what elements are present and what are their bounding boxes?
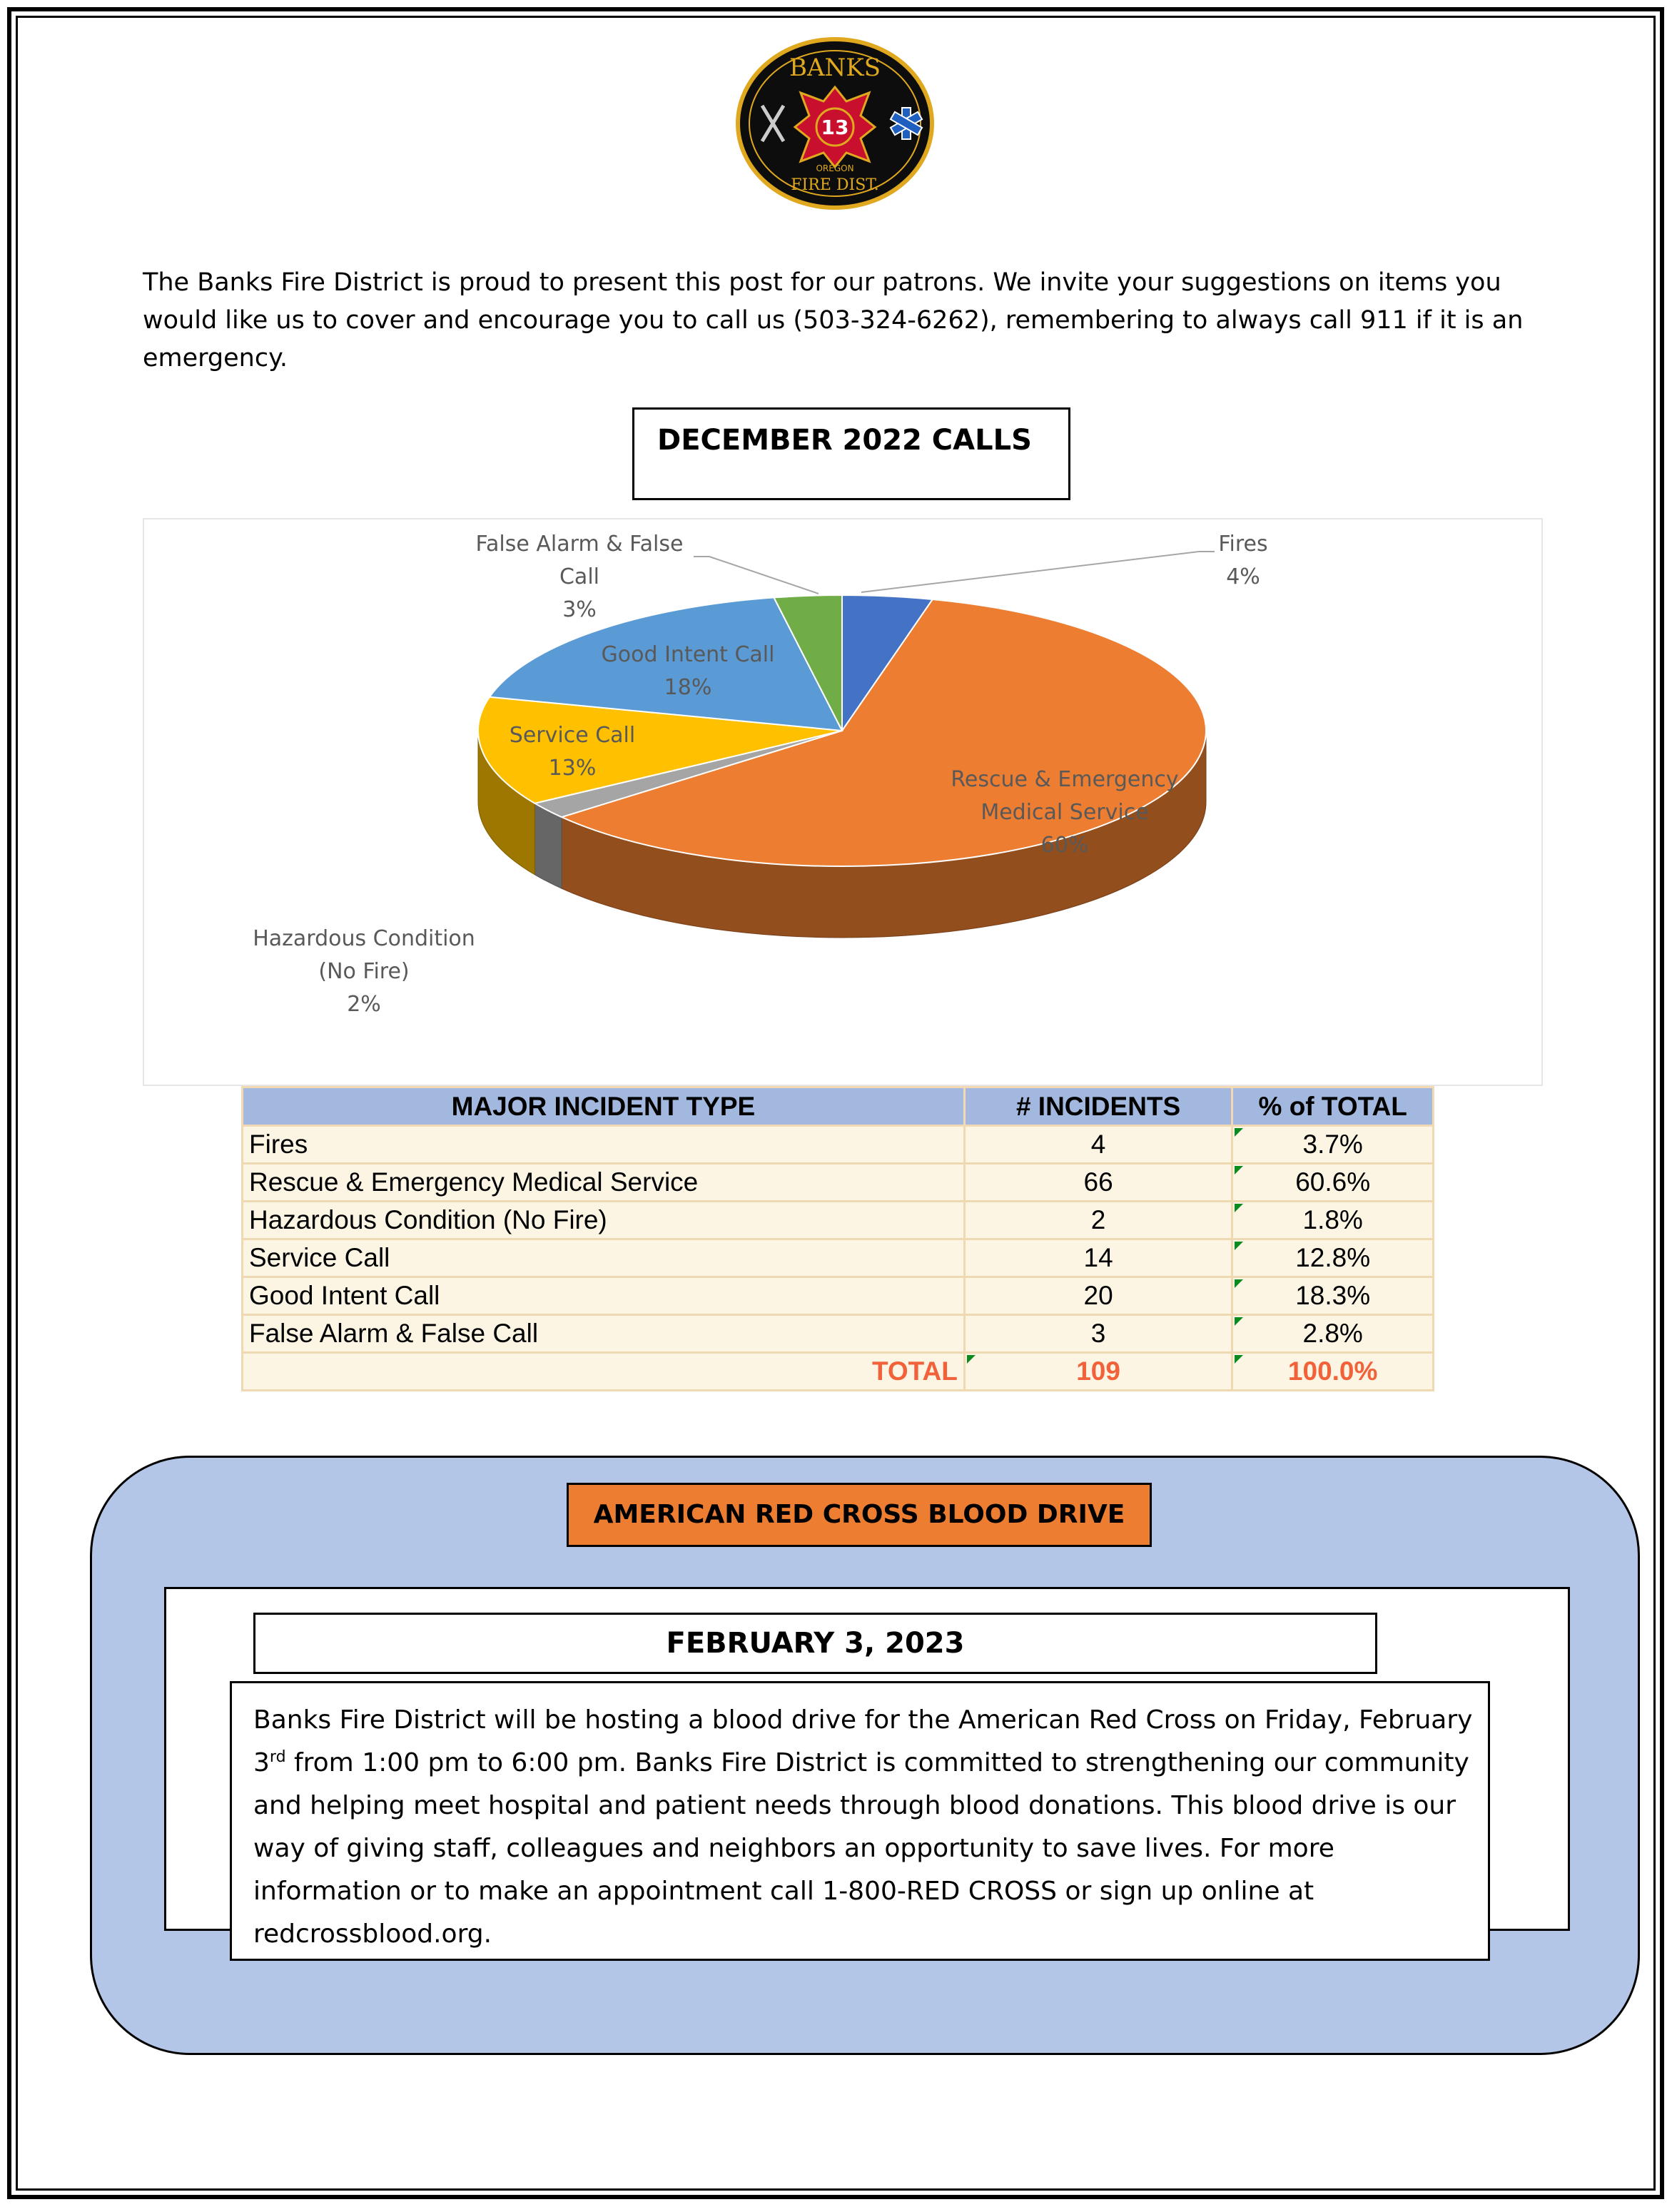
incident-percent: 2.8%	[1232, 1315, 1434, 1353]
incident-count: 14	[964, 1239, 1232, 1277]
description-text-1: Banks Fire District will be hosting a blood drive for the American Red Cross on Friday, February 3	[253, 1705, 1473, 1777]
intro-paragraph: The Banks Fire District is proud to present this post for our patrons. We invite your suggestions on items you would like us to cover and encourage you to call us (503-324-6262), remembering to always call 911 if it is an emergency.	[143, 268, 1524, 372]
blood-drive-description-box	[230, 1681, 1490, 1961]
header-incident-type: MAJOR INCIDENT TYPE	[243, 1087, 965, 1126]
pie-side-2	[534, 803, 562, 888]
leader-line-fires	[861, 552, 1215, 592]
incident-count: 4	[964, 1126, 1232, 1164]
header-percent: % of TOTAL	[1232, 1087, 1434, 1126]
logo-top-text: BANKS	[789, 54, 881, 82]
incident-percent: 60.6%	[1232, 1164, 1434, 1202]
blood-drive-title: AMERICAN RED CROSS BLOOD DRIVE	[567, 1483, 1152, 1547]
table-row	[243, 1126, 1434, 1164]
data-label-5: False Alarm & False Call 3%	[475, 532, 684, 622]
incident-table	[241, 1086, 1434, 1391]
table-row	[243, 1315, 1434, 1353]
logo-number: 13	[821, 116, 849, 139]
description-superscript: rd	[269, 1748, 286, 1766]
incident-percent: 1.8%	[1232, 1202, 1434, 1239]
table-row	[243, 1164, 1434, 1202]
table-total-row	[243, 1353, 1434, 1391]
table-row	[243, 1277, 1434, 1315]
description-text-2: from 1:00 pm to 6:00 pm. Banks Fire District is committed to strengthening our community and helping meet hospital and patient needs through blood donations. This blood drive is our way of giving staff, colleagues and neighbors an opportunity to save lives. For more information or to make an appointment call 1-800-RED CROSS or sign up online at redcrossblood.org.	[253, 1748, 1469, 1949]
leader-line-false-alarm	[694, 557, 819, 594]
pie-chart-svg	[144, 519, 1541, 1085]
blood-drive-date: FEBRUARY 3, 2023	[253, 1613, 1377, 1674]
data-label-0: Fires 4%	[1218, 532, 1268, 589]
logo-bottom-text: FIRE DIST.	[791, 176, 879, 194]
incident-count: 2	[964, 1202, 1232, 1239]
logo-state-text: OREGON	[816, 163, 854, 173]
banks-fire-district-logo	[735, 34, 935, 213]
chart-title-box	[632, 407, 1070, 500]
pie-chart	[143, 518, 1543, 1086]
table-row	[243, 1202, 1434, 1239]
data-label-3: Service Call 13%	[509, 723, 636, 781]
table-row	[243, 1239, 1434, 1277]
data-label-4: Good Intent Call 18%	[601, 642, 775, 700]
incident-count: 66	[964, 1164, 1232, 1202]
incident-type: Rescue & Emergency Medical Service	[243, 1164, 965, 1202]
incident-type: Hazardous Condition (No Fire)	[243, 1202, 965, 1239]
incident-percent: 18.3%	[1232, 1277, 1434, 1315]
header-incidents: # INCIDENTS	[964, 1087, 1232, 1126]
incident-type: Good Intent Call	[243, 1277, 965, 1315]
blood-drive-description	[253, 1699, 1481, 1956]
incident-count: 3	[964, 1315, 1232, 1353]
incident-type: Service Call	[243, 1239, 965, 1277]
total-count: 109	[964, 1353, 1232, 1391]
table-header-row	[243, 1087, 1434, 1126]
total-percent: 100.0%	[1232, 1353, 1434, 1391]
incident-percent: 3.7%	[1232, 1126, 1434, 1164]
data-label-2: Hazardous Condition (No Fire) 2%	[253, 926, 475, 1017]
total-label: TOTAL	[243, 1353, 965, 1391]
data-label-1: Rescue & Emergency Medical Service 60%	[951, 767, 1179, 858]
incident-type: False Alarm & False Call	[243, 1315, 965, 1353]
incident-count: 20	[964, 1277, 1232, 1315]
chart-title: DECEMBER 2022 CALLS	[657, 424, 1032, 457]
incident-type: Fires	[243, 1126, 965, 1164]
incident-percent: 12.8%	[1232, 1239, 1434, 1277]
